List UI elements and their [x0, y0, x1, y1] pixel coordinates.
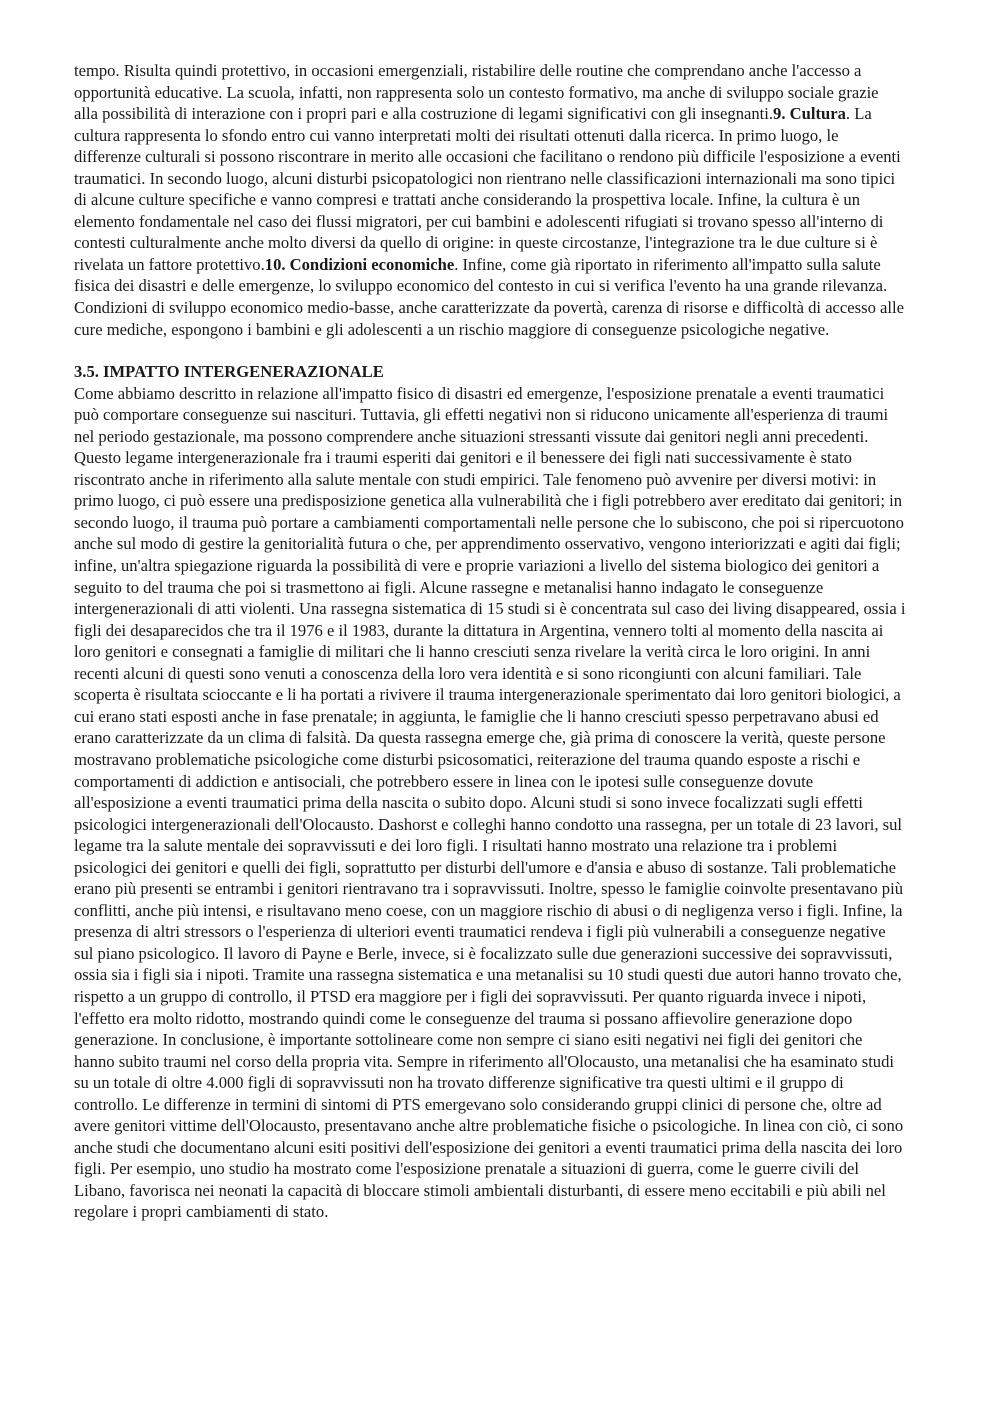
- section-body: Come abbiamo descritto in relazione all'impatto fisico di disastri ed emergenze, l'esposizione prenatale a eventi traumatici può comportare conseguenze sui nascituri. Tuttavia, gli effetti negativi non si riducono unicamente all'esperienza di traumi nel periodo gestazionale, ma possono comprendere anche situazioni stressanti vissute dai genitori negli anni precedenti. Questo legame intergenerazionale fra i traumi esperiti dai genitori e il benessere dei figli nati successivamente è stato riscontrato anche in riferimento alla salute mentale con studi empirici. Tale fenomeno può avvenire per diversi motivi: in primo luogo, ci può essere una predisposizione genetica alla vulnerabilità che i figli potrebbero aver ereditato dai genitori; in secondo luogo, il trauma può portare a cambiamenti comportamentali nelle persone che lo subiscono, che poi si ripercuotono anche sul modo di gestire la genitorialità futura o che, per apprendimento osservativo, vengono interiorizzati e agiti dai figli; infine, un'altra spiegazione riguarda la possibilità di vere e proprie variazioni a livello del sistema biologico dei genitori a seguito to del trauma che poi si trasmettono ai figli. Alcune rassegne e metanalisi hanno indagato le conseguenze intergenerazionali di atti violenti. Una rassegna sistematica di 15 studi si è concentrata sul caso dei living disappeared, ossia i figli dei desaparecidos che tra il 1976 e il 1983, durante la dittatura in Argentina, vennero tolti al momento della nascita ai loro genitori e consegnati a famiglie di militari che li hanno cresciuti senza rivelare la verità circa le loro origini. In anni recenti alcuni di questi sono venuti a conoscenza della loro vera identità e si sono ricongiunti con alcuni familiari. Tale scoperta è risultata scioccante e li ha portati a rivivere il trauma intergenerazionale sperimentato dai loro genitori biologici, a cui erano stati esposti anche in fase prenatale; in aggiunta, le famiglie che li hanno cresciuti spesso perpetravano abusi ed erano caratterizzate da un clima di falsità. Da questa rassegna emerge che, già prima di conoscere la verità, queste persone mostravano problematiche psicologiche come disturbi psicosomatici, reiterazione del trauma quando esposte a rischi e comportamenti di addiction e antisociali, che potrebbero essere in linea con le ipotesi sulle conseguenze dovute all'esposizione a eventi traumatici prima della nascita o subito dopo. Alcuni studi si sono invece focalizzati sugli effetti psicologici intergenerazionali dell'Olocausto. Dashorst e colleghi hanno condotto una rassegna, per un totale di 23 lavori, sul legame tra la salute mentale dei sopravvissuti e dei loro figli. I risultati hanno mostrato una relazione tra i problemi psicologici dei genitori e quelli dei figli, soprattutto per disturbi dell'umore e d'ansia e abuso di sostanze. Tali problematiche erano più presenti se entrambi i genitori rientravano tra i sopravvissuti. Inoltre, spesso le famiglie coinvolte presentavano più conflitti, anche più intensi, e risultavano meno coese, con un maggiore rischio di abusi o di negligenza verso i figli. Infine, la presenza di altri stressors o l'esperienza di ulteriori eventi traumatici rendeva i figli più vulnerabili a conseguenze negative sul piano psicologico. Il lavoro di Payne e Berle, invece, si è focalizzato sulle due generazioni successive dei sopravvissuti, ossia sia i figli sia i nipoti. Tramite una rassegna sistematica e una metanalisi su 10 studi questi due autori hanno trovato che, rispetto a un gruppo di controllo, il PTSD era maggiore per i figli dei sopravvissuti. Per quanto riguarda invece i nipoti, l'effetto era molto ridotto, mostrando quindi come le conseguenze del trauma si possano affievolire generazione dopo generazione. In conclusione, è importante sottolineare come non sempre ci siano esiti negativi nei figli dei genitori che hanno subito traumi nel corso della propria vita. Sempre in riferimento all'Olocausto, una metanalisi che ha esaminato studi su un totale di oltre 4.000 figli di sopravvissuti non ha trovato differenze significative tra questi ultimi e il gruppo di controllo. Le differenze in termini di sintomi di PTS emergevano solo considerando gruppi clinici di persone che, oltre ad avere genitori vittime dell'Olocausto, presentavano anche altre problematiche fisiche o psicologiche. In linea con ciò, ci sono anche studi che documentano alcuni esiti positivi dell'esposizione dei genitori a eventi traumatici prima della nascita dei loro figli. Per esempio, uno studio ha mostrato come l'esposizione prenatale a situazioni di guerra, come le guerre civili del Libano, favorisca nei neonati la capacità di bloccare stimoli ambientali disturbanti, di essere meno eccitabili e più abili nel regolare i propri cambiamenti di stato.: [74, 383, 906, 1222]
- inline-heading-economic-conditions: 10. Condizioni economiche: [264, 254, 455, 274]
- paragraph-risk-factors: [74, 60, 906, 340]
- document-page: [74, 60, 906, 1223]
- inline-heading-culture: 9. Cultura: [773, 104, 846, 124]
- section-heading: 3.5. IMPATTO INTERGENERAZIONALE: [74, 362, 384, 382]
- paragraph-text: . La cultura rappresenta lo sfondo entro cui vanno interpretati molti dei risultati ottenuti dalla ricerca. In primo luogo, le differenze culturali si possono riscontrare in merito alle occasioni che facilitano o rendono più difficile l'esposizione a eventi traumatici. In secondo luogo, alcuni disturbi psicopatologici non rientrano nelle classificazioni internazionali ma sono tipici di alcune culture specifiche e vanno compresi e trattati anche considerando la prospettiva locale. Infine, la cultura è un elemento fondamentale nel caso dei flussi migratori, per cui bambini e adolescenti rifugiati si trovano spesso all'interno di contesti culturalmente anche molto diversi da quello di origine: in queste circostanze, l'integrazione tra le due culture si è rivelata un fattore protettivo.: [74, 104, 901, 274]
- paragraph-text: tempo. Risulta quindi protettivo, in occasioni emergenziali, ristabilire delle routine che comprendano anche l'accesso a opportunità educative. La scuola, infatti, non rappresenta solo un contesto formativo, ma anche di sviluppo sociale grazie alla possibilità di interazione con i propri pari e alla costruzione di legami significativi con gli insegnanti.: [74, 61, 879, 124]
- paragraph-text: . Infine, come già riportato in riferimento all'impatto sulla salute fisica dei disastri e delle emergenze, lo sviluppo economico del contesto in cui si verifica l'evento ha una grande rilevanza. Condizioni di sviluppo economico medio-basse, anche caratterizzate da povertà, carenza di risorse e difficoltà di accesso alle cure mediche, espongono i bambini e gli adolescenti a un rischio maggiore di conseguenze psicologiche negative.: [74, 254, 904, 339]
